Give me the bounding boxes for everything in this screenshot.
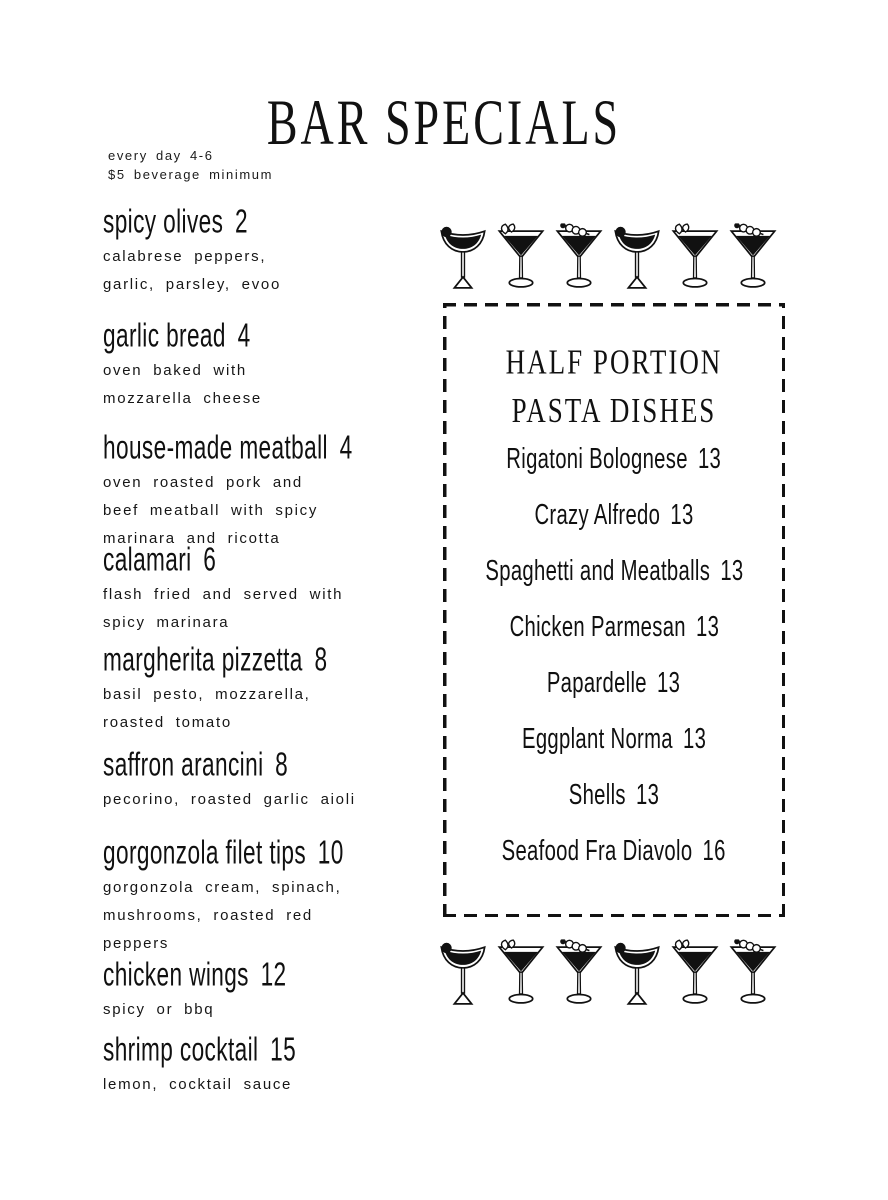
menu-item-head <box>103 539 368 581</box>
menu-item-name: margherita pizzetta <box>103 641 303 679</box>
menu-item-description <box>103 681 443 737</box>
menu-item <box>103 746 443 814</box>
menu-item-price: 15 <box>270 1031 297 1069</box>
menu-item-price: 8 <box>314 641 328 679</box>
pasta-item <box>443 654 785 710</box>
menu-item-name: garlic bread <box>103 317 226 355</box>
menu-item-description <box>103 357 443 413</box>
cocktail-glasses-row-top <box>437 220 779 296</box>
menu-item-desc-line: mozzarella cheese <box>103 390 262 407</box>
menu-item-name: house-made meatball <box>103 429 328 467</box>
page-title: BAR SPECIALS <box>266 86 622 159</box>
pasta-item <box>443 710 785 766</box>
menu-item <box>103 203 443 299</box>
pasta-heading-line1: HALF PORTION <box>505 342 723 382</box>
menu-item-price: 10 <box>317 834 344 872</box>
menu-item-head <box>103 832 368 874</box>
martini-olives-glass-icon <box>727 936 779 1012</box>
martini-olives-glass-icon <box>727 220 779 296</box>
menu-item-head <box>103 954 368 996</box>
pasta-items-list <box>443 430 785 878</box>
menu-item <box>103 956 443 1024</box>
menu-item-desc-line: pecorino, roasted garlic aioli <box>103 791 356 808</box>
menu-item-head <box>103 639 368 681</box>
menu-item-desc-line: flash fried and served with <box>103 586 344 603</box>
menu-item-desc-line: lemon, cocktail sauce <box>103 1076 293 1093</box>
pasta-item-price: 13 <box>657 664 681 699</box>
martini-leaf-glass-icon <box>669 936 721 1012</box>
pasta-item-price: 13 <box>719 552 744 587</box>
pasta-item-price: 13 <box>695 608 719 643</box>
martini-olives-glass-icon <box>553 220 605 296</box>
menu-item <box>103 641 443 737</box>
pasta-item-name: Crazy Alfredo <box>534 496 661 531</box>
menu-item-name: shrimp cocktail <box>103 1031 259 1069</box>
menu-item-desc-line: oven roasted pork and <box>103 474 303 491</box>
coupe-cherry-glass-icon <box>611 936 663 1012</box>
menu-item-name: calamari <box>103 541 192 579</box>
menu-item-price: 6 <box>203 541 217 579</box>
menu-subtitle <box>108 146 273 184</box>
menu-item <box>103 541 443 637</box>
pasta-item <box>443 766 785 822</box>
pasta-heading-line2: PASTA DISHES <box>511 391 717 430</box>
martini-leaf-glass-icon <box>495 936 547 1012</box>
subtitle-minimum: $5 beverage minimum <box>108 167 274 182</box>
coupe-cherry-glass-icon <box>611 220 663 296</box>
pasta-item-name: Chicken Parmesan <box>509 608 686 643</box>
menu-item <box>103 429 443 553</box>
pasta-item-price: 13 <box>682 720 707 755</box>
martini-leaf-glass-icon <box>669 220 721 296</box>
menu-item-desc-line: oven baked with <box>103 362 247 379</box>
pasta-item-price: 13 <box>636 776 660 811</box>
cocktail-glasses-row-bottom <box>437 936 779 1012</box>
menu-item-description <box>103 996 443 1024</box>
menu-item-description <box>103 786 443 814</box>
menu-item-head <box>103 1029 368 1071</box>
pasta-item <box>443 822 785 878</box>
pasta-box <box>443 303 785 917</box>
pasta-item-price: 16 <box>702 832 727 867</box>
menu-item <box>103 317 443 413</box>
pasta-item-name: Papardelle <box>547 664 648 699</box>
menu-item-desc-line: calabrese peppers, <box>103 248 267 265</box>
menu-item-price: 12 <box>260 956 287 994</box>
menu-item-desc-line: marinara and ricotta <box>103 530 281 547</box>
menu-item <box>103 1031 443 1099</box>
subtitle-hours: every day 4-6 <box>108 148 214 163</box>
menu-item-price: 8 <box>275 746 289 784</box>
menu-item-description <box>103 874 443 958</box>
menu-item-desc-line: spicy marinara <box>103 614 230 631</box>
menu-item-desc-line: peppers <box>103 935 170 952</box>
menu-item-desc-line: roasted tomato <box>103 714 232 731</box>
pasta-item <box>443 598 785 654</box>
menu-item <box>103 834 443 958</box>
menu-item-head <box>103 744 368 786</box>
coupe-cherry-glass-icon <box>437 220 489 296</box>
menu-item-price: 4 <box>237 317 251 355</box>
coupe-cherry-glass-icon <box>437 936 489 1012</box>
martini-leaf-glass-icon <box>495 220 547 296</box>
martini-olives-glass-icon <box>553 936 605 1012</box>
menu-item-desc-line: beef meatball with spicy <box>103 502 319 519</box>
menu-item-head <box>103 427 368 469</box>
menu-item-price: 2 <box>235 203 249 241</box>
menu-item-name: gorgonzola filet tips <box>103 834 307 872</box>
menu-item-desc-line: spicy or bbq <box>103 1001 215 1018</box>
pasta-item-price: 13 <box>698 440 722 475</box>
menu-item-name: saffron arancini <box>103 746 264 784</box>
menu-item-name: chicken wings <box>103 956 249 994</box>
menu-item-desc-line: garlic, parsley, evoo <box>103 276 281 293</box>
pasta-item <box>443 486 785 542</box>
pasta-item-name: Eggplant Norma <box>521 720 673 755</box>
menu-item-desc-line: mushrooms, roasted red <box>103 907 313 924</box>
menu-item-desc-line: basil pesto, mozzarella, <box>103 686 311 703</box>
pasta-item <box>443 430 785 486</box>
pasta-item <box>443 542 785 598</box>
pasta-item-name: Spaghetti and Meatballs <box>484 552 710 587</box>
menu-item-description <box>103 243 443 299</box>
pasta-item-price: 13 <box>670 496 694 531</box>
pasta-box-heading <box>443 303 785 435</box>
menu-item-description <box>103 581 443 637</box>
menu-item-description <box>103 1071 443 1099</box>
menu-item-name: spicy olives <box>103 203 224 241</box>
menu-item-head <box>103 201 368 243</box>
menu-item-head <box>103 315 368 357</box>
menu-item-price: 4 <box>339 429 353 467</box>
specials-list <box>103 203 443 1099</box>
menu-item-desc-line: gorgonzola cream, spinach, <box>103 879 342 896</box>
pasta-item-name: Seafood Fra Diavolo <box>501 832 693 867</box>
pasta-item-name: Rigatoni Bolognese <box>506 440 689 475</box>
pasta-item-name: Shells <box>568 776 626 811</box>
